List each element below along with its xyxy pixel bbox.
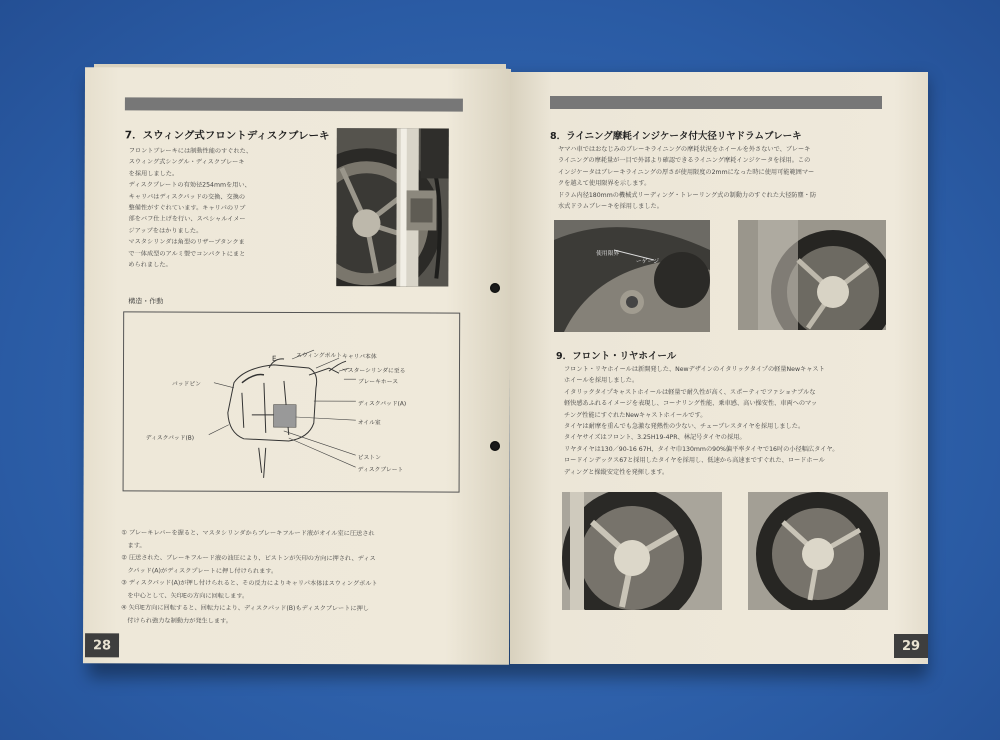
label-piston: ピストン bbox=[357, 455, 381, 462]
section-9-line: 軽快感あふれるイメージを表現し、コーナリング性能、乗車感、高い操安性、車両へのマッ bbox=[564, 400, 818, 408]
step-line: ① ブレーキレバーを握ると、マスタシリンダからブレーキフルード液がオイル室に圧送され bbox=[121, 529, 375, 538]
front-wheel-photo bbox=[562, 492, 722, 610]
left-header-bar bbox=[125, 97, 463, 111]
intro-line: 整備性がすぐれています。キャリパのリブ bbox=[128, 204, 246, 212]
intro-line: マスタシリンダは角型のリザーブタンクま bbox=[128, 238, 245, 247]
step-line: ④ 矢印E方向に回転すると、回転力により、ディスクパッド(B)もディスクプレートに押し bbox=[121, 604, 369, 613]
section-9-line: リヤタイヤは130／90-16 67H、タイヤ巾130mmの90%偏平率タイヤで16吋の小径幅広タイヤ。 bbox=[564, 445, 839, 453]
label-usage-limit: 使用限界 bbox=[596, 251, 620, 257]
section-9-line: ホイールを採用しました。 bbox=[564, 377, 639, 385]
staple-hole bbox=[490, 441, 500, 451]
operation-steps bbox=[121, 527, 471, 628]
caliper-drawing bbox=[124, 312, 460, 491]
right-page bbox=[510, 72, 928, 664]
step-line: 付けられ強力な制動力が発生します。 bbox=[121, 616, 233, 625]
section-9-line: ロードインデックス67と採用したタイヤを採用し、低速から高速まですぐれた、ロードホール bbox=[564, 457, 825, 465]
caliper-diagram bbox=[123, 311, 461, 492]
section-8-line: 水式ドラムブレーキを採用しました。 bbox=[558, 203, 663, 211]
section-8-line: ドラム内径180mmの機械式リーディング・トレーリング式の制動力のすぐれた大径防塵・防 bbox=[558, 191, 817, 199]
label-e-mark: E bbox=[272, 354, 277, 363]
structure-subheading: 構造・作動 bbox=[128, 297, 164, 306]
label-disc-plate: ディスクプレート bbox=[357, 467, 404, 474]
step-line: クパッド(A)がディスクプレートに押し付けられます。 bbox=[121, 566, 278, 575]
step-line: を中心として、矢印Eの方向に回転します。 bbox=[121, 591, 249, 600]
rear-wheel-photo bbox=[748, 492, 888, 610]
label-to-master: マスターシリンダに至る bbox=[341, 368, 406, 375]
section-8-line: インジケータはブレーキライニングの厚さが使用限度の2mmになった時に使用可能範囲マー bbox=[558, 168, 815, 176]
section-9-text bbox=[564, 364, 894, 478]
right-header-bar bbox=[550, 96, 882, 109]
intro-line: 部をバフ仕上げを行い、スペシャルイメー bbox=[128, 215, 246, 224]
intro-line: ディスクプレートの有効径254mmを用い、 bbox=[128, 181, 251, 190]
staple-hole bbox=[490, 283, 500, 293]
section-8-line: ライニングの摩耗量が一目で外部より確認できるライニング摩耗インジケータを採用。この bbox=[558, 157, 811, 165]
label-indicator: ーゲージ bbox=[636, 259, 660, 265]
intro-line: スウィング式シングル・ディスクブレーキ bbox=[128, 158, 245, 167]
intro-line: ジアップをはかりました。 bbox=[128, 227, 203, 235]
label-pad-pin: パッドピン bbox=[171, 381, 201, 388]
section-9-line: フロント・リヤホイールは新開発した、Newデザインのイタリックタイプの軽量Newキャスト bbox=[564, 366, 825, 373]
intro-line: で一体成型のアルミ製でコンパクトにまと bbox=[128, 250, 246, 258]
intro-line: められました。 bbox=[128, 261, 172, 269]
section-7-title: 7．スウィング式フロントディスクブレーキ bbox=[124, 129, 330, 143]
label-pad-b: ディスクパッド(B) bbox=[145, 435, 195, 442]
section-8-title: 8．ライニング摩耗インジケータ付大径リヤドラムブレーキ bbox=[550, 131, 802, 142]
section-9-line: ディングと操縦安定性を発揮します。 bbox=[564, 468, 669, 476]
rear-drum-photo bbox=[738, 220, 886, 330]
label-swing-bolt: スウィングボルト bbox=[296, 352, 342, 360]
label-caliper-body: キャリパ本体 bbox=[342, 354, 377, 361]
drum-indicator-photo bbox=[554, 220, 710, 332]
step-line: ② 圧送された、ブレーキフルード液の油圧により、ピストンが矢印の方向に押され、ディス bbox=[121, 554, 376, 563]
section-8-line: ヤマハ車ではおなじみのブレーキライニングの摩耗状況をホイールを外さないで、ブレーキ bbox=[558, 146, 811, 153]
intro-line: フロントブレーキには制動性能のすぐれた、 bbox=[128, 147, 253, 155]
page-number-left: 28 bbox=[85, 633, 119, 657]
step-line: ③ ディスクパッド(A)が押し付けられると、その反力によりキャリパ本体はスウィングボルト bbox=[121, 579, 378, 588]
section-7-intro bbox=[128, 145, 328, 271]
section-8-text bbox=[558, 144, 888, 212]
section-9-line: タイヤサイズはフロント、3.25H19-4PR、林記号タイヤの採用。 bbox=[564, 434, 746, 442]
section-9-line: イタリックタイプキャストホイールは軽量で耐久性が高く、スポーティでファショナブルな bbox=[564, 388, 816, 396]
step-line: ます。 bbox=[121, 541, 146, 549]
page-number-right: 29 bbox=[894, 634, 928, 658]
label-pad-a: ディスクパッド(A) bbox=[357, 401, 407, 408]
label-oil-chamber: オイル室 bbox=[357, 420, 381, 427]
label-brake-hose: ブレーキホース bbox=[357, 379, 399, 386]
left-page bbox=[83, 67, 511, 664]
section-8-line: クを越えて使用限界を示します。 bbox=[558, 180, 651, 188]
intro-line: を採用しました。 bbox=[128, 170, 179, 178]
intro-line: キャリパはディスクパッドの交換、交換の bbox=[128, 193, 246, 201]
section-9-title: 9．フロント・リヤホイール bbox=[556, 351, 677, 362]
section-9-line: タイヤは耐摩を重んでも急激な発熱性の少ない、チューブレスタイヤを採用しました。 bbox=[564, 423, 805, 431]
section-9-line: チング性能にすぐれたNewキャストホイールです。 bbox=[564, 411, 707, 419]
front-brake-photo bbox=[336, 128, 449, 286]
